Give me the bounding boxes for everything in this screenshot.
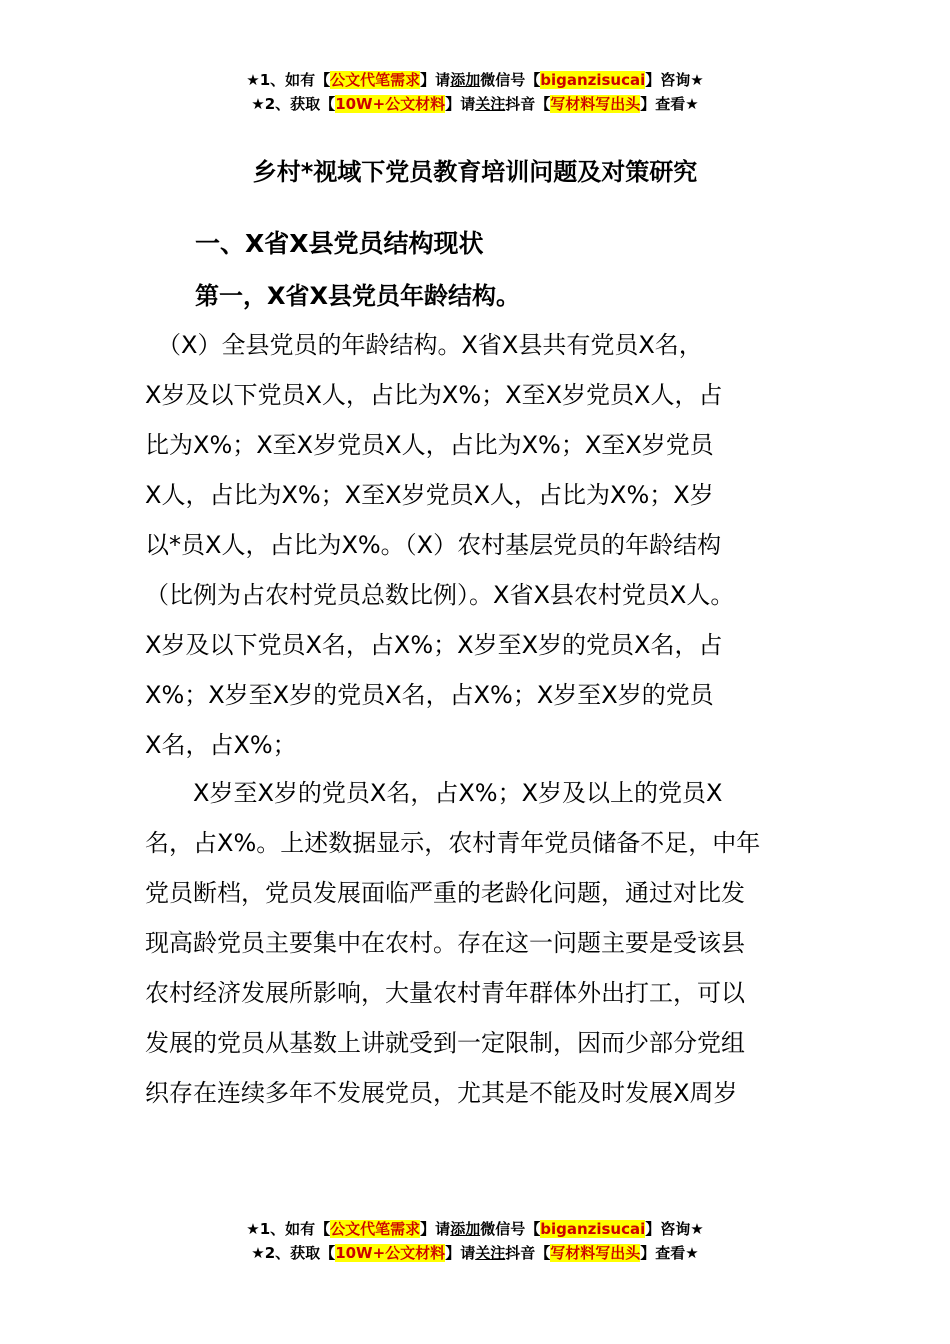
promo-douyin-id: 写材料写出头 [550,1244,641,1262]
paragraph-line: 织存在连续多年不发展党员，尤其是不能及时发展X周岁 [145,1079,738,1107]
paragraph-line: （X）全县党员的年龄结构。X省X县共有党员X名， [145,331,703,359]
paragraph-line: 现高龄党员主要集中在农村。存在这一问题主要是受该县 [145,929,745,957]
paragraph-line: （比例为占农村党员总数比例）。X省X县农村党员X人。 [145,581,735,609]
promo-highlight: 10W+公文材料 [335,95,446,113]
promo-underline: 关注 [475,1244,506,1262]
promo-highlight: 10W+公文材料 [335,1244,446,1262]
promo-text: 】查看★ [640,95,699,113]
promo-footer [0,1217,950,1265]
paragraph-line: 比为X%；X至X岁党员X人，占比为X%；X至X岁党员 [145,431,714,459]
paragraph-line: 发展的党员从基数上讲就受到一定限制，因而少部分党组 [145,1029,745,1057]
promo-text: ★2、获取【 [251,1244,336,1262]
paragraph-line: X名，占X%； [145,731,297,759]
promo-text: 抖音【 [505,1244,551,1262]
promo-text: 】请 [420,1220,451,1238]
promo-text: 】请 [445,1244,476,1262]
paragraph-line: X岁及以下党员X名，占X%；X岁至X岁的党员X名，占 [145,631,723,659]
promo-wechat-id: biganzisucai [540,71,646,89]
promo-text: 微信号【 [480,71,541,89]
promo-text: 】查看★ [640,1244,699,1262]
promo-line-2 [0,1241,950,1265]
paragraph-line: X%；X岁至X岁的党员X名，占X%；X岁至X岁的党员 [145,681,714,709]
promo-text: 微信号【 [480,1220,541,1238]
promo-text: 】咨询★ [645,1220,704,1238]
promo-text: ★1、如有【 [246,1220,331,1238]
promo-douyin-id: 写材料写出头 [550,95,641,113]
paragraph-line: X岁至X岁的党员X名，占X%；X岁及以上的党员X [145,779,723,807]
section-heading: 一、X省X县党员结构现状 [195,229,484,258]
document-title: 乡村*视域下党员教育培训问题及对策研究 [252,158,698,186]
promo-underline: 添加 [450,71,481,89]
promo-text: 】请 [445,95,476,113]
promo-wechat-id: biganzisucai [540,1220,646,1238]
paragraph-line: 党员断档，党员发展面临严重的老龄化问题，通过对比发 [145,879,745,907]
promo-header [0,68,950,116]
promo-text: 】请 [420,71,451,89]
promo-line-1 [0,68,950,92]
promo-highlight: 公文代笔需求 [330,71,421,89]
promo-underline: 关注 [475,95,506,113]
paragraph-line: 以*员X人，占比为X%。（X）农村基层党员的年龄结构 [145,531,722,559]
promo-text: ★1、如有【 [246,71,331,89]
promo-underline: 添加 [450,1220,481,1238]
paragraph-1 [145,320,815,770]
paragraph-line: 名，占X%。上述数据显示，农村青年党员储备不足，中年 [145,829,761,857]
promo-text: ★2、获取【 [251,95,336,113]
promo-highlight: 公文代笔需求 [330,1220,421,1238]
paragraph-line: X岁及以下党员X人，占比为X%；X至X岁党员X人，占 [145,381,723,409]
promo-line-2 [0,92,950,116]
paragraph-2 [145,768,815,1118]
subsection-heading: 第一，X省X县党员年龄结构。 [195,282,521,310]
promo-line-1 [0,1217,950,1241]
promo-text: 抖音【 [505,95,551,113]
promo-text: 】咨询★ [645,71,704,89]
paragraph-line: 农村经济发展所影响，大量农村青年群体外出打工，可以 [145,979,745,1007]
paragraph-line: X人，占比为X%；X至X岁党员X人，占比为X%；X岁 [145,481,714,509]
